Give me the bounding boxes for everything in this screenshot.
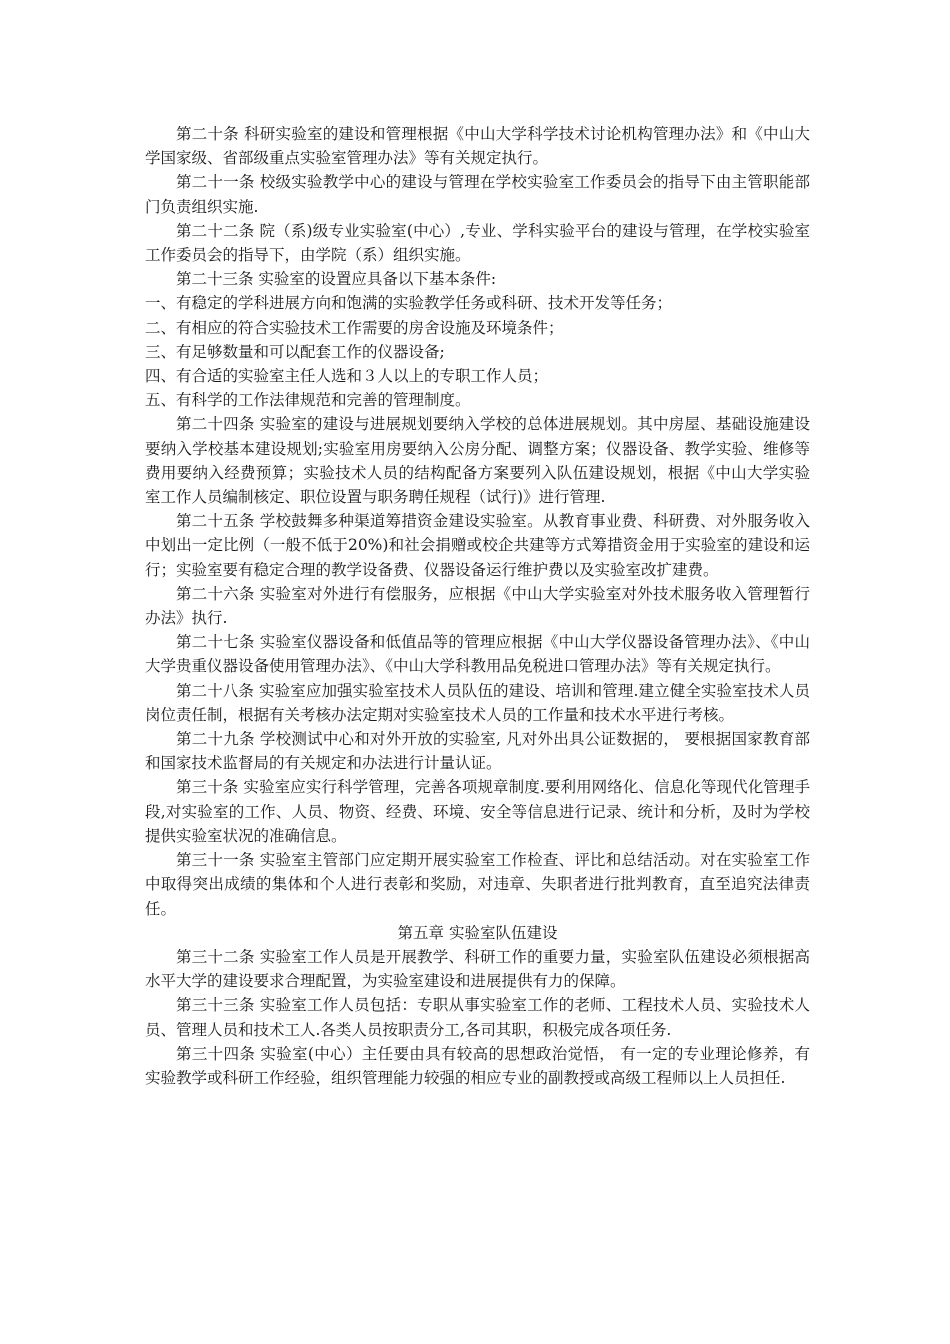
condition-item: 五、有科学的工作法律规范和完善的管理制度。 bbox=[145, 391, 471, 410]
article-30: 第三十条 实验室应实行科学管理，完善各项规章制度.要利用网络化、信息化等现代化管理手段,对实验室的工作、人员、物资、经费、环境、安全等信息进行记录、统计和分析，及时为学校提供实验室状况的准确信息。 bbox=[145, 778, 810, 845]
article-29: 第二十九条 学校测试中心和对外开放的实验室, 凡对外出具公证数据的， 要根据国家教育部和国家技术监督局的有关规定和办法进行计量认证。 bbox=[145, 730, 810, 773]
condition-item: 二、有相应的符合实验技术工作需要的房舍设施及环境条件； bbox=[145, 318, 564, 337]
article-28: 第二十八条 实验室应加强实验室技术人员队伍的建设、培训和管理.建立健全实验室技术人员岗位责任制，根据有关考核办法定期对实验室技术人员的工作量和技术水平进行考核。 bbox=[145, 681, 810, 724]
document-page bbox=[145, 122, 810, 1090]
condition-item: 四、有合适的实验室主任人选和３人以上的专职工作人员； bbox=[145, 367, 549, 386]
article-24: 第二十四条 实验室的建设与进展规划要纳入学校的总体进展规划。其中房屋、基础设施建设要纳入学校基本建设规划;实验室用房要纳入公房分配、调整方案；仪器设备、教学实验、维修等费用要纳入经费预算；实验技术人员的结构配备方案要列入队伍建设规划，根据《中山大学实验室工作人员编制核定、职位设置与职务聘任规程（试行)》进行管理. bbox=[145, 415, 810, 507]
article-34: 第三十四条 实验室(中心）主任要由具有较高的思想政治觉悟， 有一定的专业理论修养，有实验教学或科研工作经验，组织管理能力较强的相应专业的副教授或高级工程师以上人员担任. bbox=[145, 1044, 810, 1087]
article-31: 第三十一条 实验室主管部门应定期开展实验室工作检查、评比和总结活动。对在实验室工作中取得突出成绩的集体和个人进行表彰和奖励，对违章、失职者进行批判教育，直至追究法律责任。 bbox=[145, 851, 810, 918]
article-26: 第二十六条 实验室对外进行有偿服务，应根据《中山大学实验室对外技术服务收入管理暂行办法》执行. bbox=[145, 584, 810, 628]
chapter-heading: 第五章 实验室队伍建设 bbox=[397, 923, 558, 942]
article-33: 第三十三条 实验室工作人员包括：专职从事实验室工作的老师、工程技术人员、实验技术人员、管理人员和技术工人.各类人员按职责分工,各司其职，积极完成各项任务. bbox=[145, 996, 810, 1039]
article-27: 第二十七条 实验室仪器设备和低值品等的管理应根据《中山大学仪器设备管理办法》、《中山大学贵重仪器设备使用管理办法》、《中山大学科教用品免税进口管理办法》等有关规定执行。 bbox=[145, 633, 810, 676]
article-32: 第三十二条 实验室工作人员是开展教学、科研工作的重要力量，实验室队伍建设必须根据高水平大学的建设要求合理配置，为实验室建设和进展提供有力的保障。 bbox=[145, 947, 810, 991]
article-20: 第二十条 科研实验室的建设和管理根据《中山大学科学技术讨论机构管理办法》和《中山大学国家级、省部级重点实验室管理办法》等有关规定执行。 bbox=[145, 125, 810, 168]
condition-item: 一、有稳定的学科进展方向和饱满的实验教学任务或科研、技术开发等任务； bbox=[145, 294, 673, 313]
article-22: 第二十二条 院（系)级专业实验室(中心）,专业、学科实验平台的建设与管理，在学校实验室工作委员会的指导下，由学院（系）组织实施。 bbox=[145, 221, 810, 265]
article-23: 第二十三条 实验室的设置应具备以下基本条件: bbox=[176, 270, 497, 289]
article-21: 第二十一条 校级实验教学中心的建设与管理在学校实验室工作委员会的指导下由主管职能部门负责组织实施. bbox=[145, 173, 810, 216]
condition-item: 三、有足够数量和可以配套工作的仪器设备; bbox=[145, 342, 445, 361]
article-25: 第二十五条 学校鼓舞多种渠道筹措资金建设实验室。从教育事业费、科研费、对外服务收入中划出一定比例（一般不低于20%)和社会捐赠或校企共建等方式筹措资金用于实验室的建设和运行；实验室要有稳定合理的教学设备费、仪器设备运行维护费以及实验室改扩建费。 bbox=[145, 512, 810, 579]
